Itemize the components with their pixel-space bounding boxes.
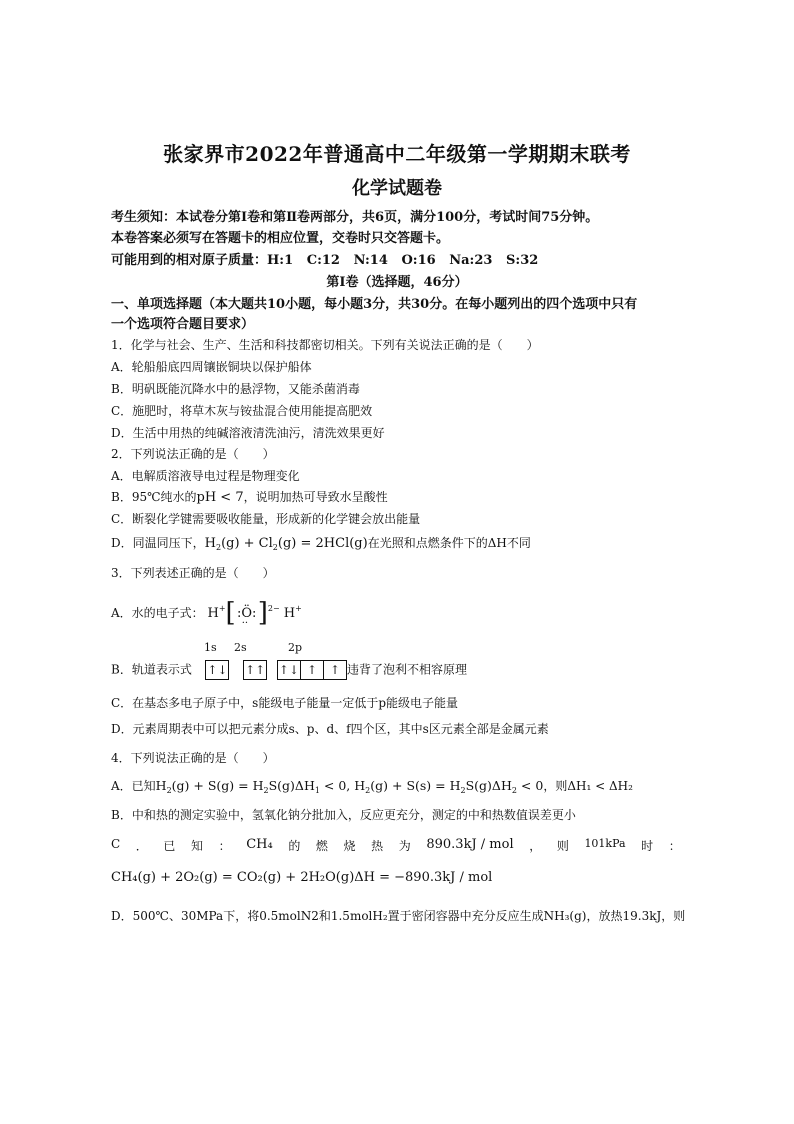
orbital-box-1s: ↑↓: [205, 660, 229, 680]
q3-option-b: [111, 660, 467, 680]
q2-d-pre: D．同温同压下，: [111, 536, 205, 550]
exam-title: 张家界市2022年普通高中二年级第一学期期末联考: [163, 142, 631, 166]
q4-c-part: C: [111, 837, 121, 851]
part1-heading-line-2: 一个选项符合题目要求）: [111, 317, 255, 332]
q4-option-b: B．中和热的测定实验中，氢氧化钠分批加入，反应更充分，测定的中和热数值误差更小: [111, 808, 576, 822]
q2-option-b: [111, 488, 388, 505]
atomic-mass-na: Na:23: [449, 253, 493, 268]
q4-c-part: 为: [398, 839, 411, 853]
section-title: 第Ⅰ卷（选择题，46分）: [326, 275, 468, 290]
notes-line-3: [111, 249, 538, 268]
q1-option-b: B．明矾既能沉降水中的悬浮物，又能杀菌消毒: [111, 382, 360, 396]
q4-option-c-equation: CH₄(g) + 2O₂(g) = CO₂(g) + 2H₂O(g)ΔH = −890.3kJ / mol: [111, 870, 493, 885]
q4-c-part: 890.3kJ / mol: [426, 837, 514, 852]
q3-b-post: 违背了泡利不相容原理: [346, 662, 467, 677]
q4-stem: 4．下列说法正确的是（ ）: [111, 751, 275, 765]
exam-subtitle: 化学试题卷: [352, 178, 442, 199]
atomic-mass-o: O:16: [401, 253, 436, 268]
water-electron-formula: H+[:Ö: ·· ]$^{2-}$ H+: [207, 598, 302, 629]
q3-a-pre: A．水的电子式：: [111, 606, 204, 620]
q4-c-part: 101kPa: [584, 837, 626, 850]
atomic-mass-s: S:32: [506, 253, 539, 268]
notes-line-1: 考生须知：本试卷分第Ⅰ卷和第Ⅱ卷两部分，共6页，满分100分，考试时间75分钟。: [111, 210, 599, 225]
q4-option-a: [111, 777, 633, 795]
q4-c-part: 的: [288, 839, 301, 853]
q3-stem: 3．下列表述正确的是（ ）: [111, 566, 275, 580]
q2-option-a: A．电解质溶液导电过程是物理变化: [111, 469, 300, 483]
q4-c-part: 则: [556, 839, 569, 853]
q4-c-part: ：: [668, 839, 681, 853]
q4-c-part: 燃: [315, 839, 328, 853]
atomic-mass-label: 可能用到的相对原子质量：: [111, 253, 268, 268]
q1-option-a: A．轮船船底四周镶嵌铜块以保护船体: [111, 360, 312, 374]
orbital-box-2p-3: ↑: [324, 660, 347, 680]
q2-stem: 2．下列说法正确的是（ ）: [111, 447, 275, 461]
q4-a-post: ，则ΔH₁ < ΔH₂: [543, 779, 633, 793]
q4-c-part: ．: [135, 839, 148, 853]
q1-stem: 1．化学与社会、生产、生活和科技都密切相关。下列有关说法正确的是（ ）: [111, 338, 539, 352]
q1-option-c: C．施肥时，将草木灰与铵盐混合使用能提高肥效: [111, 404, 373, 418]
q4-c-part: 热: [371, 839, 384, 853]
q3-option-c: C．在基态多电子原子中，s能级电子能量一定低于p能级电子能量: [111, 696, 459, 710]
q3-b-pre: B．轨道表示式: [111, 662, 192, 677]
orbital-label-1s: 1s: [204, 641, 217, 654]
atomic-mass-n: N:14: [353, 253, 388, 268]
q3-option-a: [111, 598, 302, 628]
q2-option-d: [111, 534, 531, 552]
atomic-mass-c: C:12: [306, 253, 340, 268]
q4-a-pre: A．已知: [111, 779, 156, 793]
q4-c-part: 已: [163, 839, 176, 853]
q2-b-math: pH < 7: [196, 490, 244, 505]
q4-c-part: ，: [529, 839, 542, 853]
part1-heading-line-1: 一、单项选择题（本大题共10小题，每小题3分，共30分。在每小题列出的四个选项中只有: [111, 297, 638, 312]
orbital-box-2p-2: ↑: [301, 660, 324, 680]
q4-option-d: D．500℃、30MPa下，将0.5molN2和1.5molH₂置于密闭容器中充分反应生成NH₃(g)，放热19.3kJ，则: [111, 909, 686, 923]
q2-b-pre: B．95℃纯水的: [111, 490, 197, 504]
orbital-label-2p: 2p: [288, 641, 303, 654]
q4-c-part: ：: [218, 839, 231, 853]
q4-c-part: 烧: [343, 839, 356, 853]
q2-d-equation: $H_2(g) + Cl_2(g) = 2HCl(g)$: [204, 536, 368, 552]
atomic-mass-h: H:1: [267, 253, 294, 268]
q4-option-c: [111, 837, 681, 854]
orbital-box-2s: ↑↑: [243, 660, 267, 680]
notes-line-2: 本卷答案必须写在答题卡的相应位置，交卷时只交答题卡。: [111, 231, 450, 246]
orbital-box-2p-1: ↑↓: [277, 660, 301, 680]
q4-c-part: 知: [191, 839, 204, 853]
q4-c-part: 时: [641, 839, 654, 853]
q3-option-d: D．元素周期表中可以把元素分成s、p、d、f四个区，其中s区元素全部是金属元素: [111, 722, 549, 736]
orbital-label-2s: 2s: [234, 641, 247, 654]
q2-d-post: 在光照和点燃条件下的ΔH不同: [367, 536, 531, 550]
q4-c-part: CH₄: [246, 837, 273, 852]
q2-b-post: ，说明加热可导致水呈酸性: [243, 490, 388, 504]
q2-option-c: C．断裂化学键需要吸收能量，形成新的化学键会放出能量: [111, 512, 421, 526]
q4-a-equations: $H_2(g) + S(g) = H_2S(g)\Delta H_1 < 0$, $H_2(g) + S(s) = H_2S(g)\Delta H_2 < 0$: [155, 778, 544, 795]
q1-option-d: D．生活中用热的纯碱溶液清洗油污，清洗效果更好: [111, 426, 385, 440]
